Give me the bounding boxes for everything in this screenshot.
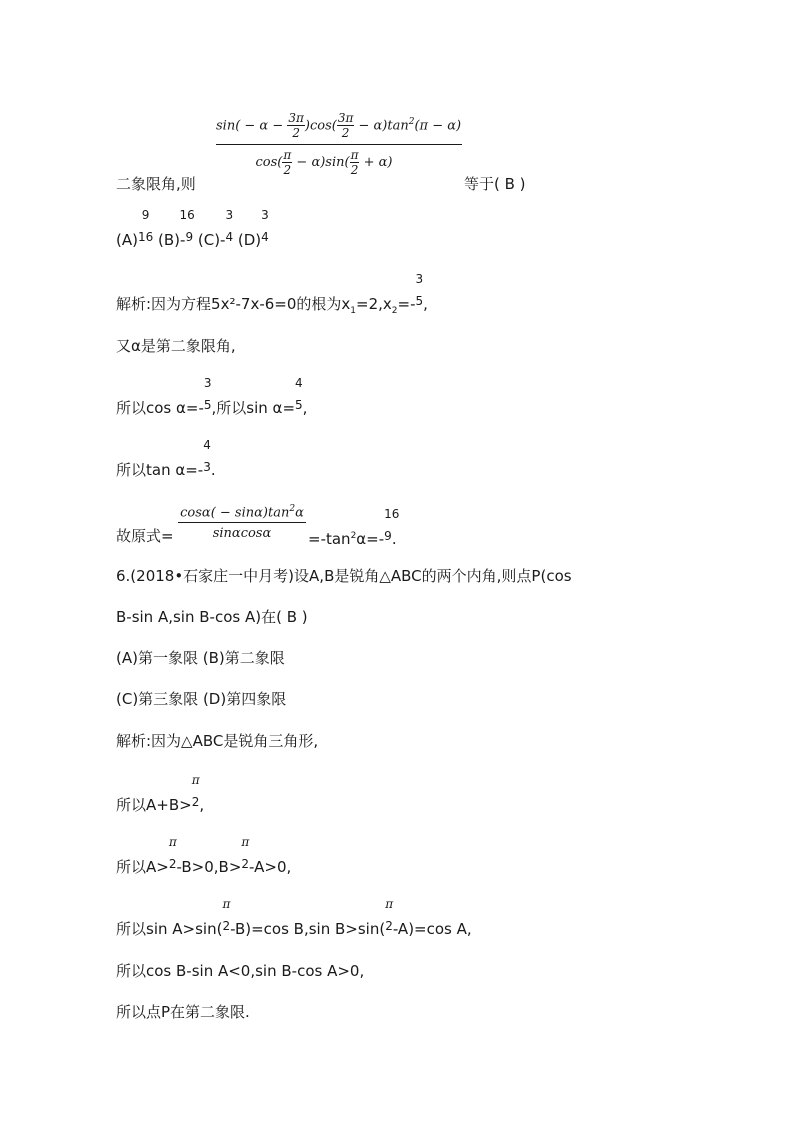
q5-solution-line4	[116, 438, 216, 481]
q6-sol4-two2: 2	[385, 919, 393, 933]
q5-option-d-num: 3	[261, 208, 269, 222]
q5-sol5-numerator	[178, 500, 306, 522]
q5-sol5-top-sq: 2	[289, 504, 296, 514]
q6-sol4-b: -B)=cos B,sin B>sin(	[230, 920, 386, 938]
q6-sol4-c: -A)=cos A,	[392, 920, 472, 938]
q5-sol3-num1: 3	[203, 376, 212, 390]
q5-solution-line5	[116, 526, 174, 546]
q6-sol2-pi: π	[191, 773, 200, 787]
q6-sol2-a: 所以A+B>	[116, 796, 192, 814]
q5-sol5-big-fraction	[178, 500, 306, 545]
q6-options-2: (C)第三象限 (D)第四象限	[116, 690, 287, 708]
q5-sol5-top: cosα( − sinα)tan	[180, 505, 290, 521]
q5-num-part1: sin( − α −	[216, 118, 288, 134]
q6-sol4-a: 所以sin A>sin(	[116, 920, 223, 938]
q5-den-part1: cos(	[255, 155, 283, 170]
q5-sol1-text: 解析:因为方程5x²-7x-6=0的根为x	[116, 295, 351, 313]
q6-solution-line6: 所以点P在第二象限.	[116, 1003, 250, 1021]
q5-sol4-a: 所以tan α=-	[116, 461, 204, 479]
q6-sol4-pi1: π	[222, 897, 231, 911]
q6-sol3-two2: 2	[241, 857, 250, 871]
q5-option-b-num: 16	[179, 208, 195, 222]
q5-num-2-a: 2	[292, 126, 300, 141]
q5-num-3pi-over-2-b	[337, 111, 355, 140]
q5-suffix: 等于( B )	[464, 175, 526, 193]
q5-sol3-den1: 5	[203, 398, 212, 412]
q5-sol1-mid: =2,x	[356, 295, 392, 313]
q6-options-1: (A)第一象限 (B)第二象限	[116, 649, 285, 667]
q5-sol4-num: 4	[203, 438, 211, 452]
q6-solution-line2	[116, 773, 205, 816]
q5-den-pi-over-2-b	[350, 148, 360, 177]
q5-sol1-eq: =-	[397, 295, 416, 313]
q5-sol5-a: 故原式=	[116, 527, 174, 545]
q5-num-part2: )cos(	[304, 118, 337, 134]
q5-den-pi-b: π	[350, 148, 359, 162]
q6-sol3-a: 所以A>	[116, 858, 169, 876]
q5-option-d-den: 4	[261, 230, 269, 244]
q5-option-b-den: 9	[185, 230, 194, 244]
q5-options	[116, 208, 269, 251]
q6-solution-line4	[116, 897, 472, 940]
q5-den-pi-over-2-a	[282, 148, 292, 177]
q6-sol4-pi2: π	[385, 897, 394, 911]
q5-sol3-frac1	[203, 376, 212, 419]
q5-den-2-a: 2	[283, 163, 292, 177]
q5-option-b-frac	[179, 208, 195, 251]
q5-sol4-frac	[203, 438, 211, 481]
q6-sol3-c: -A>0,	[249, 858, 292, 876]
q5-sol1-sub2: 2	[391, 306, 398, 316]
q5-den-pi-a: π	[283, 148, 292, 162]
q5-den-2-b: 2	[350, 163, 359, 177]
q6-solution-line1: 解析:因为△ABC是锐角三角形,	[116, 732, 319, 750]
q5-solution-line5-tail	[308, 507, 400, 550]
q6-sol3-pi2: π	[241, 835, 250, 849]
q6-solution-line5: 所以cos B-sin A<0,sin B-cos A>0,	[116, 962, 365, 980]
q5-sol1-end: ,	[423, 295, 428, 313]
q5-num-2-b: 2	[341, 126, 350, 141]
q6-sol3-two1: 2	[168, 857, 177, 871]
q5-den-part2: − α)sin(	[292, 155, 350, 170]
q5-solution-line1	[116, 272, 428, 321]
q5-option-c-frac	[225, 208, 234, 251]
q6-sol2-frac	[191, 773, 200, 816]
q5-sol1-den: 5	[415, 294, 424, 308]
q5-prefix: 二象限角,则	[116, 175, 196, 193]
q5-den-part3: + α)	[359, 155, 393, 170]
q5-solution-line3	[116, 376, 308, 419]
q6-solution-line3	[116, 835, 292, 878]
q6-sol3-b: -B>0,B>	[176, 858, 242, 876]
q6-sol3-frac1	[168, 835, 177, 878]
q5-sol4-end: .	[210, 461, 216, 479]
q6-sol3-frac2	[241, 835, 250, 878]
q5-option-a-frac	[137, 208, 154, 251]
q5-sol5-top-end: α	[295, 505, 304, 521]
q5-option-a-label: (A)	[116, 231, 138, 249]
q5-sol1-frac	[415, 272, 424, 315]
q5-fraction-denominator	[186, 145, 462, 181]
q5-sol4-den: 3	[203, 460, 211, 474]
q6-sol4-frac2	[385, 897, 394, 940]
q5-num-3pi-over-2-a	[287, 111, 305, 140]
q5-option-d-label: (D)	[237, 231, 262, 249]
q5-sol3-den2: 5	[295, 398, 303, 412]
q6-sol4-frac1	[222, 897, 231, 940]
q5-main-fraction	[216, 102, 462, 181]
q5-option-c-den: 4	[225, 230, 234, 244]
q5-sol3-a: 所以cos α=-	[116, 399, 204, 417]
q5-num-part3: − α)tan	[354, 118, 409, 134]
q5-num-3pi-b: 3π	[337, 111, 354, 126]
q5-sol3-b: ,所以sin α=	[211, 399, 296, 417]
q6-sol4-two1: 2	[222, 919, 231, 933]
q6-line1: 6.(2018•石家庄一中月考)设A,B是锐角△ABC的两个内角,则点P(cos	[116, 567, 572, 585]
q6-sol3-pi1: π	[168, 835, 177, 849]
q5-fraction-numerator	[216, 102, 462, 142]
q5-option-a-den: 16	[137, 230, 154, 244]
q5-sol5-c: α=-	[356, 530, 385, 548]
q5-sol3-frac2	[295, 376, 303, 419]
q5-sol5-den: 9	[384, 529, 392, 543]
q5-option-c-label: (C)-	[197, 231, 226, 249]
q5-sol5-num: 16	[384, 507, 400, 521]
q5-sol3-num2: 4	[295, 376, 303, 390]
q5-num-part4: (π − α)	[414, 118, 462, 134]
q5-sol5-frac	[384, 507, 400, 550]
q5-sol3-end: ,	[302, 399, 308, 417]
q5-sol1-num: 3	[415, 272, 424, 286]
q5-sol5-b-sq: 2	[350, 531, 357, 541]
q5-num-3pi-a: 3π	[288, 111, 304, 126]
q5-sol1-sub1: 1	[350, 306, 357, 316]
q5-num-sq: 2	[408, 117, 415, 127]
q6-sol2-two: 2	[191, 795, 200, 809]
q5-option-d-frac	[261, 208, 269, 251]
q6-sol2-end: ,	[199, 796, 205, 814]
q5-option-b-label: (B)-	[158, 231, 186, 249]
q5-option-c-num: 3	[225, 208, 234, 222]
q5-sol5-end: .	[391, 530, 397, 548]
q5-sol5-denominator: sinαcosα	[212, 526, 272, 542]
q5-sol5-b: =-tan	[308, 530, 351, 548]
q5-option-a-num: 9	[141, 208, 150, 222]
q6-line2: B-sin A,sin B-cos A)在( B )	[116, 608, 308, 626]
q5-solution-line2: 又α是第二象限角,	[116, 337, 236, 355]
